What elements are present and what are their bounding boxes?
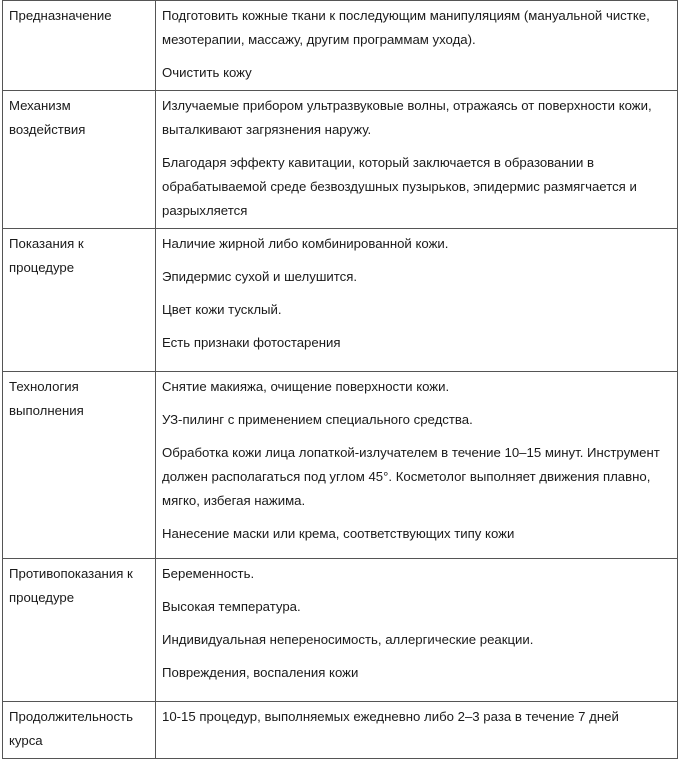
row-paragraph: Излучаемые прибором ультразвуковые волны, отражаясь от поверхности кожи, выталкивают загрязнения наружу.: [162, 98, 652, 137]
row-paragraph: Подготовить кожные ткани к последующим манипуляциям (мануальной чистке, мезотерапии, массажу, другим программам ухода).: [162, 8, 650, 47]
row-label: Предназначение: [3, 1, 156, 91]
row-content: [156, 702, 678, 759]
row-paragraph: 10-15 процедур, выполняемых ежедневно либо 2–3 раза в течение 7 дней: [162, 709, 619, 724]
row-paragraph: Цвет кожи тусклый.: [162, 302, 282, 317]
table-row: [3, 702, 678, 759]
row-paragraph: Высокая температура.: [162, 599, 301, 614]
row-paragraph: УЗ-пилинг с применением специального средства.: [162, 412, 473, 427]
row-label: Показания к процедуре: [3, 229, 156, 372]
row-paragraph: Повреждения, воспаления кожи: [162, 665, 359, 680]
table-row: [3, 229, 678, 372]
row-label: Технология выполнения: [3, 372, 156, 559]
table-row: [3, 91, 678, 229]
row-paragraph: Индивидуальная непереносимость, аллергические реакции.: [162, 632, 534, 647]
row-content: [156, 559, 678, 702]
table-row: [3, 372, 678, 559]
row-paragraph: Нанесение маски или крема, соответствующих типу кожи: [162, 526, 515, 541]
row-content: [156, 1, 678, 91]
row-paragraph: Есть признаки фотостарения: [162, 335, 341, 350]
row-paragraph: Обработка кожи лица лопаткой-излучателем в течение 10–15 минут. Инструмент должен располагаться под углом 45°. Косметолог выполняет движения плавно, мягко, избегая нажима.: [162, 445, 660, 508]
row-label: Противопоказания к процедуре: [3, 559, 156, 702]
row-paragraph: Наличие жирной либо комбинированной кожи.: [162, 236, 449, 251]
row-label: Механизм воздействия: [3, 91, 156, 229]
table-row: [3, 559, 678, 702]
row-paragraph: Эпидермис сухой и шелушится.: [162, 269, 358, 284]
row-paragraph: Снятие макияжа, очищение поверхности кожи.: [162, 379, 450, 394]
row-content: [156, 372, 678, 559]
row-label: Продолжительность курса: [3, 702, 156, 759]
row-paragraph: Благодаря эффекту кавитации, который заключается в образовании в обрабатываемой среде безвоздушных пузырьков, эпидермис размягчается и разрыхляется: [162, 155, 637, 218]
row-paragraph: Очистить кожу: [162, 65, 252, 80]
row-content: [156, 91, 678, 229]
row-paragraph: Беременность.: [162, 566, 255, 581]
row-content: [156, 229, 678, 372]
table-row: [3, 1, 678, 91]
procedure-table: [2, 0, 678, 759]
